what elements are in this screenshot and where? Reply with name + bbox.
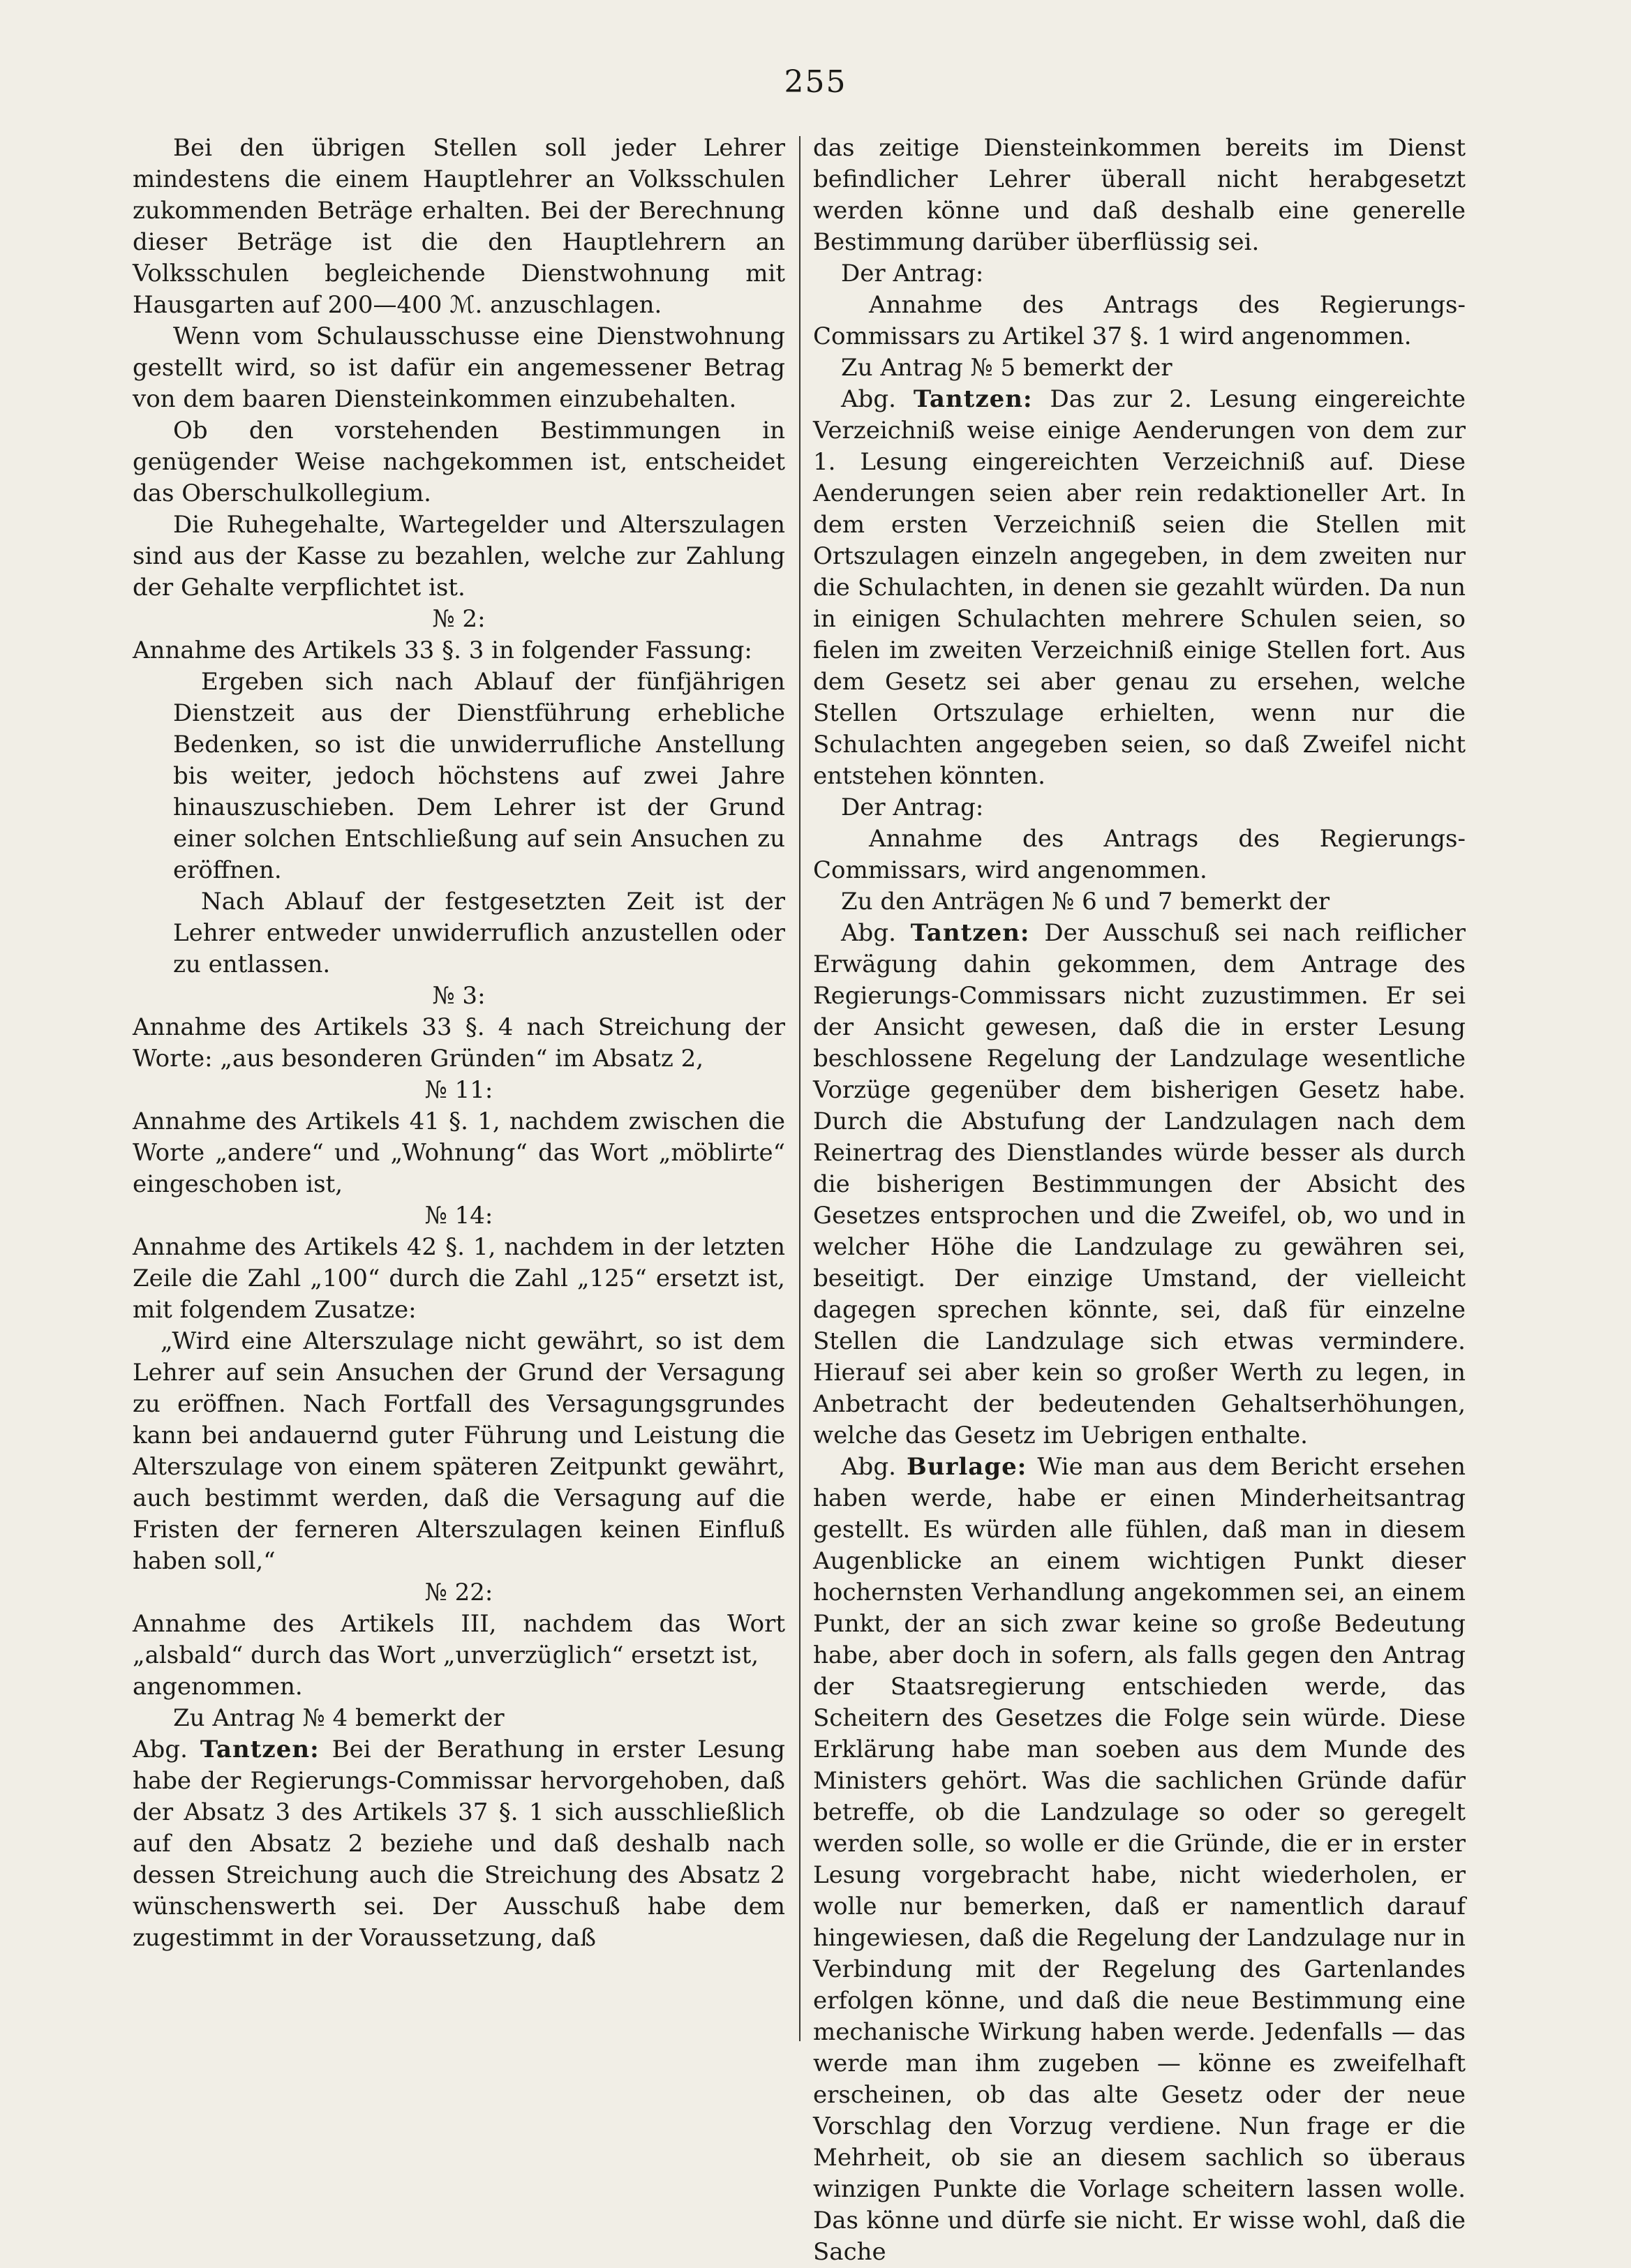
paragraph: Ob den vorstehenden Bestimmungen in genügender Weise nachgekommen ist, entscheidet das Oberschulkollegium.	[133, 417, 785, 507]
right-column	[813, 133, 1466, 2268]
paragraph: Bei den übrigen Stellen soll jeder Lehrer mindestens die einem Hauptlehrer an Volksschulen zukommenden Beträge erhalten. Bei der Berechnung dieser Beträge ist die den Hauptlehrern an Volksschulen begleichende Dienstwohnung mit Hausgarten auf 200—400 ℳ. anzuschlagen.	[133, 134, 785, 319]
left-column	[133, 133, 785, 1954]
quoted-paragraph: „Wird eine Alterszulage nicht gewährt, so ist dem Lehrer auf sein Ansuchen der Grund der Versagung zu eröffnen. Nach Fortfall des Versagungsgrundes kann bei andauernd guter Führung und Leistung die Alterszulage von einem späteren Zeitpunkt gewährt, auch bestimmt werden, daß die Versagung auf die Fristen der ferneren Alterszulagen keinen Einfluß haben soll,“	[133, 1327, 785, 1575]
paragraph: Wenn vom Schulausschusse eine Dienstwohnung gestellt wird, so ist dafür ein angemessener Betrag von dem baaren Diensteinkommen einzubehalten.	[133, 322, 785, 413]
section-number: № 11:	[424, 1076, 493, 1104]
speaker-prefix: Abg.	[133, 1736, 188, 1763]
speaker-prefix: Abg.	[841, 1453, 896, 1481]
section-number: № 3:	[432, 982, 486, 1010]
paragraph: Annahme des Artikels 41 §. 1, nachdem zwischen die Worte „andere“ und „Wohnung“ das Wort „möblirte“ eingeschoben ist,	[133, 1107, 785, 1198]
paragraph: Annahme des Artikels 33 §. 4 nach Streichung der Worte: „aus besonderen Gründen“ im Absatz 2,	[133, 1013, 785, 1073]
quoted-paragraph: Ergeben sich nach Ablauf der fünfjährigen Dienstzeit aus der Dienstführung erhebliche Bedenken, so ist die unwiderrufliche Anstellung bis weiter, jedoch höchstens auf zwei Jahre hinauszuschieben. Dem Lehrer ist der Grund einer solchen Entschließung auf sein Ansuchen zu eröffnen.	[173, 668, 785, 884]
speech-text: Das zur 2. Lesung eingereichte Verzeichniß weise einige Aenderungen von dem zur 1. Lesung eingereichten Verzeichniß auf. Diese Aenderungen seien aber rein redaktioneller Art. In dem ersten Verzeichniß seien die Stellen mit Ortszulagen einzeln angegeben, in dem zweiten nur die Schulachten, in denen sie gezahlt würden. Da nun in einigen Schulachten mehrere Schulen seien, so fielen im zweiten Verzeichniß einige Stellen fort. Aus dem Gesetz sei aber genau zu ersehen, welche Stellen Ortszulage erhielten, wenn nur die Schulachten angegeben seien, so daß Zweifel nicht entstehen könnten.	[813, 385, 1466, 790]
speaker-name: Tantzen:	[200, 1736, 320, 1763]
paragraph: das zeitige Diensteinkommen bereits im Dienst befindlicher Lehrer überall nicht herabgesetzt werden könne und daß deshalb eine generelle Bestimmung darüber überflüssig sei.	[813, 134, 1466, 256]
paragraph: Annahme des Artikels III, nachdem das Wort „alsbald“ durch das Wort „unverzüglich“ ersetzt ist,	[133, 1610, 785, 1669]
speaker-name: Tantzen:	[913, 385, 1033, 413]
column-divider	[799, 136, 800, 2041]
paragraph: Der Antrag:	[841, 260, 984, 288]
page-number: 255	[784, 64, 847, 100]
section-number: № 14:	[424, 1202, 493, 1230]
quoted-paragraph: Nach Ablauf der festgesetzten Zeit ist der Lehrer entweder unwiderruflich anzustellen oder zu entlassen.	[173, 888, 785, 978]
section-number: № 2:	[432, 605, 486, 633]
speaker-name: Tantzen:	[910, 919, 1030, 947]
speech-text: Der Ausschuß sei nach reiflicher Erwägung dahin gekommen, dem Antrage des Regierungs-Commissars nicht zuzustimmen. Er sei der Ansicht gewesen, daß die in erster Lesung beschlossene Regelung der Landzulage wesentliche Vorzüge gegenüber dem bisherigen Gesetz habe. Durch die Abstufung der Landzulagen nach dem Reinertrag des Dienstlandes würde besser als durch die bisherigen Bestimmungen der Absicht des Gesetzes entsprochen und die Zweifel, ob, wo und in welcher Höhe die Landzulage zu gewähren sei, beseitigt. Der einzige Umstand, der vielleicht dagegen sprechen könnte, sei, daß für einzelne Stellen die Landzulage sich etwas vermindere. Hierauf sei aber kein so großer Werth zu legen, in Anbetracht der bedeutenden Gehaltserhöhungen, welche das Gesetz im Uebrigen enthalte.	[813, 919, 1466, 1449]
speech-paragraph	[133, 1734, 785, 1954]
paragraph: Annahme des Antrags des Regierungs-Commissars, wird angenommen.	[813, 825, 1466, 884]
paragraph: Der Antrag:	[841, 793, 984, 821]
section-number: № 22:	[424, 1579, 493, 1606]
speaker-prefix: Abg.	[841, 385, 896, 413]
paragraph: Annahme des Artikels 33 §. 3 in folgender Fassung:	[133, 636, 752, 664]
paragraph: Zu den Anträgen № 6 und 7 bemerkt der	[841, 888, 1330, 916]
paragraph: Annahme des Artikels 42 §. 1, nachdem in der letzten Zeile die Zahl „100“ durch die Zahl „125“ ersetzt ist, mit folgendem Zusatze:	[133, 1233, 785, 1324]
paragraph: Zu Antrag № 4 bemerkt der	[173, 1704, 505, 1732]
paragraph: Annahme des Antrags des Regierungs-Commissars zu Artikel 37 §. 1 wird angenommen.	[813, 291, 1466, 350]
speaker-name: Burlage:	[906, 1453, 1027, 1481]
speech-paragraph	[813, 1452, 1466, 2268]
speech-text: Wie man aus dem Bericht ersehen haben werde, habe er einen Minderheitsantrag gestellt. Es würden alle fühlen, daß man in diesem Augenblicke an einem wichtigen Punkt dieser hochernsten Verhandlung angekommen sei, an einem Punkt, der an sich zwar keine so große Bedeutung habe, aber doch in sofern, als falls gegen den Antrag der Staatsregierung entschieden werde, das Scheitern des Gesetzes die Folge sein würde. Diese Erklärung habe man soeben aus dem Munde des Ministers gehört. Was die sachlichen Gründe dafür betreffe, ob die Landzulage so oder so geregelt werden solle, so wolle er die Gründe, die er in erster Lesung vorgebracht habe, nicht wiederholen, er wolle nur bemerken, daß er namentlich darauf hingewiesen, daß die Regelung der Landzulage nur in Verbindung mit der Regelung des Gartenlandes erfolgen könne, und daß die neue Bestimmung eine mechanische Wirkung haben werde. Jedenfalls — das werde man ihm zugeben — könne es zweifelhaft erscheinen, ob das alte Gesetz oder der neue Vorschlag den Vorzug verdiene. Nun frage er die Mehrheit, ob sie an diesem sachlich so überaus winzigen Punkte die Vorlage scheitern lassen wolle. Das könne und dürfe sie nicht. Er wisse wohl, daß die Sache	[813, 1453, 1466, 2266]
speech-text: Bei der Berathung in erster Lesung habe der Regierungs-Commissar hervorgehoben, daß der Absatz 3 des Artikels 37 §. 1 sich ausschließlich auf den Absatz 2 beziehe und daß deshalb nach dessen Streichung auch die Streichung des Absatz 2 wünschenswerth sei. Der Ausschuß habe dem zugestimmt in der Voraussetzung, daß	[133, 1736, 785, 1952]
speech-paragraph	[813, 918, 1466, 1452]
speech-paragraph	[813, 384, 1466, 792]
paragraph: angenommen.	[133, 1673, 303, 1701]
speaker-prefix: Abg.	[841, 919, 896, 947]
paragraph: Die Ruhegehalte, Wartegelder und Alterszulagen sind aus der Kasse zu bezahlen, welche zur Zahlung der Gehalte verpflichtet ist.	[133, 511, 785, 602]
paragraph: Zu Antrag № 5 bemerkt der	[841, 354, 1172, 382]
